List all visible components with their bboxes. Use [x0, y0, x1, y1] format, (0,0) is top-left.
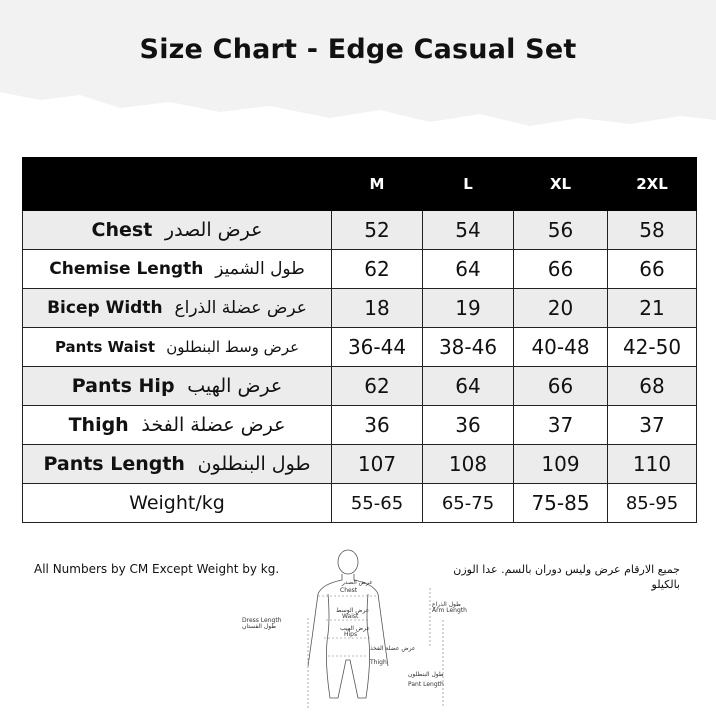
value-cell: 37: [514, 406, 608, 445]
row-label: [23, 445, 332, 484]
fig-label-chest-ar: عرض الصدر: [342, 579, 373, 586]
header-cell-empty: [23, 158, 332, 211]
row-label: [23, 250, 332, 289]
row-label: [23, 367, 332, 406]
value-cell: 107: [332, 445, 423, 484]
fig-label-hips: Hips: [344, 631, 358, 638]
value-cell: 19: [423, 289, 514, 328]
table-row-weight: [23, 484, 697, 523]
row-label-ar: طول الشميز: [215, 259, 305, 279]
row-label-ar: عرض وسط البنطلون: [166, 338, 300, 356]
value-cell: 52: [332, 211, 423, 250]
table-row-chest: [23, 211, 697, 250]
fig-label-hips-ar: عرض الهيب: [340, 625, 371, 632]
row-label-en: Chemise Length: [49, 259, 204, 279]
size-chart-table: [22, 157, 697, 523]
value-cell: 64: [423, 250, 514, 289]
row-label: [23, 211, 332, 250]
fig-label-arm: Arm Length: [432, 607, 467, 614]
row-label-ar: طول البنطلون: [197, 453, 311, 475]
table-row-pants-hip: [23, 367, 697, 406]
row-label: [23, 484, 332, 523]
row-label: [23, 289, 332, 328]
row-label-ar: عرض عضلة الذراع: [174, 298, 307, 318]
header-cell-l: L: [423, 158, 514, 211]
fig-label-pant: Pant Length: [408, 681, 444, 688]
body-measurement-figure: [238, 548, 478, 718]
value-cell: 68: [608, 367, 697, 406]
value-cell: 66: [514, 367, 608, 406]
fig-label-waist-ar: عرض الوسط: [336, 607, 370, 614]
value-cell: 21: [608, 289, 697, 328]
table-header-row: [23, 158, 697, 211]
value-cell: 56: [514, 211, 608, 250]
value-cell: 42-50: [608, 328, 697, 367]
table-row-pants-length: [23, 445, 697, 484]
units-note-en: All Numbers by CM Except Weight by kg.: [34, 562, 280, 576]
value-cell: 38-46: [423, 328, 514, 367]
value-cell: 37: [608, 406, 697, 445]
value-cell: 110: [608, 445, 697, 484]
value-cell: 58: [608, 211, 697, 250]
header-cell-m: M: [332, 158, 423, 211]
value-cell: 75-85: [514, 484, 608, 523]
value-cell: 18: [332, 289, 423, 328]
value-cell: 62: [332, 250, 423, 289]
row-label: [23, 406, 332, 445]
value-cell: 20: [514, 289, 608, 328]
row-label-ar: عرض عضلة الفخذ: [141, 414, 286, 436]
row-label-en: Bicep Width: [47, 298, 163, 318]
header-cell-2xl: 2XL: [608, 158, 697, 211]
fig-label-dress-length-ar: طول الفستان: [242, 623, 277, 630]
row-label-ar: عرض الهيب: [187, 375, 283, 397]
header-background: [0, 0, 716, 150]
table-row-pants-waist: [23, 328, 697, 367]
value-cell: 36-44: [332, 328, 423, 367]
torn-paper-edge: [0, 0, 716, 150]
value-cell: 65-75: [423, 484, 514, 523]
units-note-ar: جميع الارقام عرض وليس دوران بالسم. عدا الوزن بالكيلو: [453, 563, 680, 591]
value-cell: 54: [423, 211, 514, 250]
value-cell: 108: [423, 445, 514, 484]
value-cell: 85-95: [608, 484, 697, 523]
fig-label-arm-ar: طول الذراع: [432, 601, 461, 608]
value-cell: 40-48: [514, 328, 608, 367]
fig-label-waist: Waist: [342, 613, 359, 620]
table-row-thigh: [23, 406, 697, 445]
row-label: [23, 328, 332, 367]
header-cell-xl: XL: [514, 158, 608, 211]
value-cell: 109: [514, 445, 608, 484]
value-cell: 55-65: [332, 484, 423, 523]
row-label-en: Pants Length: [43, 453, 185, 475]
row-label-en: Weight/kg: [129, 492, 225, 514]
row-label-en: Chest: [91, 219, 153, 241]
fig-label-thigh-ar: عرض عضلة الفخذ: [370, 645, 416, 652]
value-cell: 64: [423, 367, 514, 406]
fig-label-chest: Chest: [340, 587, 358, 594]
value-cell: 62: [332, 367, 423, 406]
row-label-en: Pants Hip: [71, 375, 175, 397]
row-label-ar: عرض الصدر: [164, 219, 263, 241]
value-cell: 66: [514, 250, 608, 289]
body-outline-icon: [308, 550, 388, 698]
fig-label-thigh: Thigh: [370, 659, 387, 666]
table-row-chemise-length: [23, 250, 697, 289]
row-label-en: Pants Waist: [54, 338, 156, 356]
value-cell: 66: [608, 250, 697, 289]
row-label-en: Thigh: [68, 414, 129, 436]
value-cell: 36: [332, 406, 423, 445]
page-title: Size Chart - Edge Casual Set: [139, 34, 577, 65]
value-cell: 36: [423, 406, 514, 445]
table-row-bicep-width: [23, 289, 697, 328]
fig-label-pant-ar: طول البنطلون: [408, 671, 444, 678]
fig-label-dress-length: Dress Length: [242, 617, 282, 624]
